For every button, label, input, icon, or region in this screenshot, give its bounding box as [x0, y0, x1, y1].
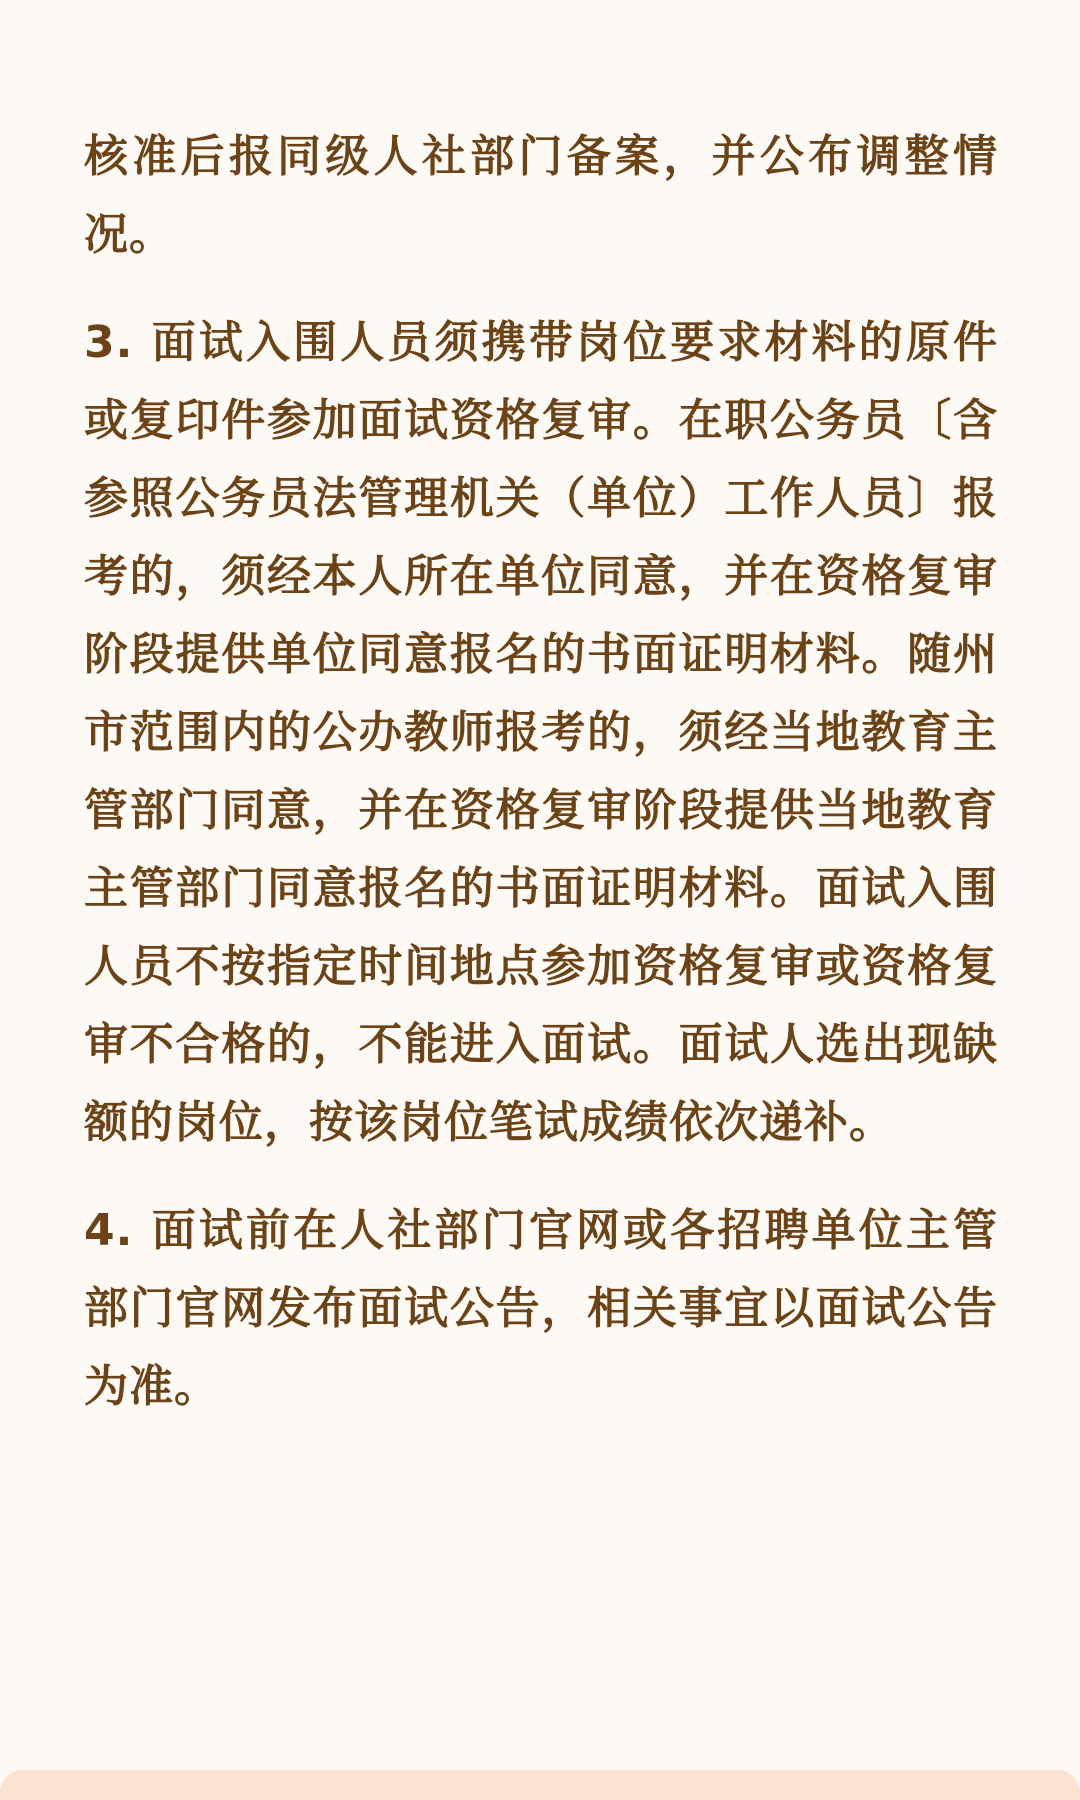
bottom-decorative-band [0, 1770, 1080, 1800]
paragraph-item-3: 3. 面试入围人员须携带岗位要求材料的原件或复印件参加面试资格复审。在职公务员〔含参照公务员法管理机关（单位）工作人员〕报考的，须经本人所在单位同意，并在资格复审阶段提供单位同意报名的书面证明材料。随州市范围内的公办教师报考的，须经当地教育主管部门同意，并在资格复审阶段提供当地教育主管部门同意报名的书面证明材料。面试入围人员不按指定时间地点参加资格复审或资格复审不合格的，不能进入面试。面试人选出现缺额的岗位，按该岗位笔试成绩依次递补。 [84, 317, 998, 1148]
paragraph-continuation: 核准后报同级人社部门备案，并公布调整情况。 [84, 131, 998, 260]
article-body [84, 118, 998, 1426]
paragraph-item-4: 4. 面试前在人社部门官网或各招聘单位主管部门官网发布面试公告，相关事宜以面试公告为准。 [84, 1205, 998, 1412]
